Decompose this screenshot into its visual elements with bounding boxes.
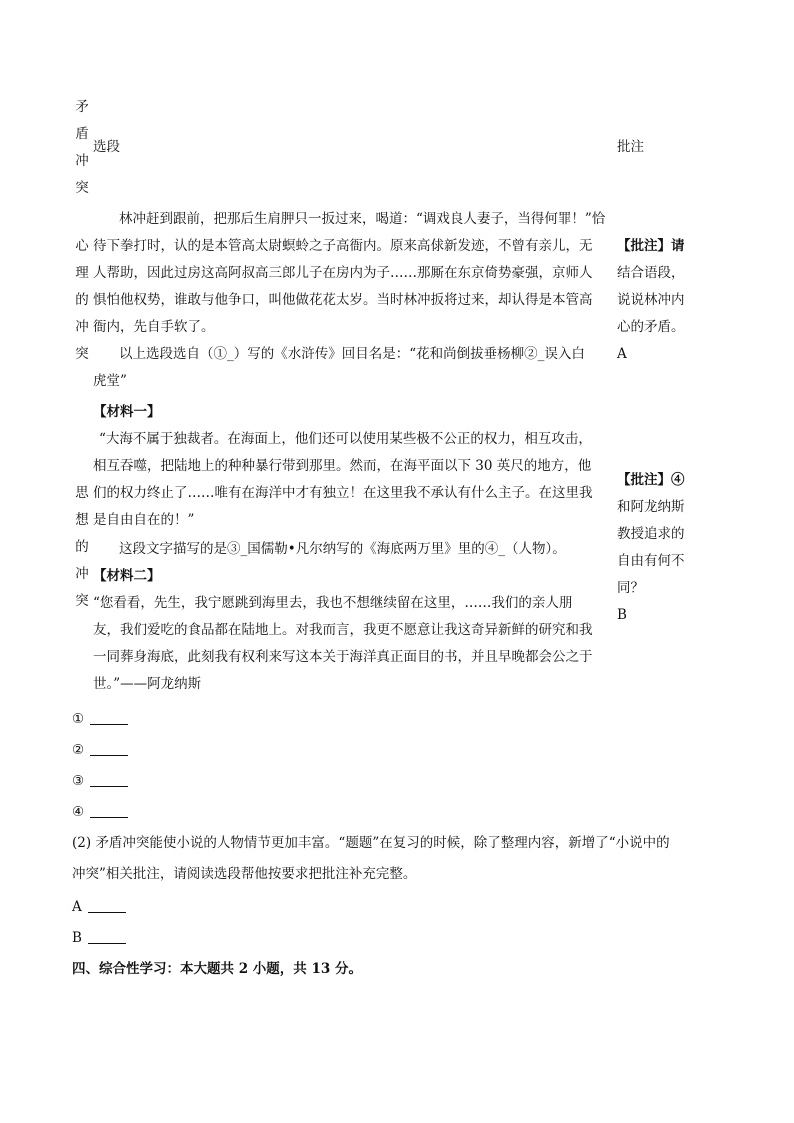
material1-line: 相互吞噬，把陆地上的种种暴行带到那里。然而，在海平面以下 30 英尺的地方，他 [93, 458, 592, 474]
answer-blank-B[interactable] [72, 925, 126, 952]
row2-annotation-answer-label: B [617, 607, 627, 623]
row1-annotation [617, 233, 697, 368]
answer-blank-3[interactable] [72, 768, 128, 795]
row1-annotation-line: 结合语段， [617, 265, 685, 281]
material2-title: 【材料二】 [93, 568, 161, 584]
row2-annotation-line: 自由有何不 [617, 553, 685, 569]
answer-blank-A[interactable] [72, 894, 126, 921]
answer-line[interactable] [90, 710, 128, 725]
question2-text: (2) 矛盾冲突能使小说的人物情节更加丰富。“题题”在复习的时候，除了整理内容，新增了“小说中的 [72, 835, 670, 851]
row2-label-char: 冲 [75, 566, 89, 582]
row2-annotation-line: 同？ [617, 580, 644, 596]
row2-annotation [617, 467, 697, 629]
row2-label-char: 的 [75, 539, 89, 555]
material1-line: 是自由自在的！” [93, 512, 195, 528]
row2-label-char: 想 [75, 512, 89, 528]
header-label-char: 矛 [75, 99, 89, 115]
material2-line: “您看看，先生，我宁愿跳到海里去，我也不想继续留在这里，……我们的亲人朋 [93, 595, 573, 611]
row1-label-char: 的 [75, 292, 89, 308]
answer-blank-4[interactable] [72, 799, 128, 826]
answer-marker: A [72, 899, 82, 915]
header-label-char: 突 [75, 180, 89, 196]
row1-label-char: 心 [75, 238, 89, 254]
question2-text-cont: 冲突”相关批注，请阅读选段帮他按要求把批注补充完整。 [72, 866, 417, 882]
section4-body: 本大题共 2 小题，共 13 分。 [180, 961, 362, 977]
material1-source-question: 这段文字描写的是③_国儒勒•凡尔纳写的《海底两万里》里的④_（人物）。 [119, 541, 566, 557]
row1-label-char: 理 [75, 265, 89, 281]
row2-label-char: 思 [75, 485, 89, 501]
section4-prefix: 四、综合性学习： [72, 961, 180, 977]
row1-excerpt-line: 惧怕他权势，谁敢与他争口，叫他做花花太岁。当时林冲扳将过来，却认得是本管高 [93, 292, 593, 308]
row1-label-char: 冲 [75, 319, 89, 335]
header-label-column [74, 94, 90, 202]
answer-marker: ④ [72, 804, 85, 820]
row2-annotation-line: 教授追求的 [617, 526, 685, 542]
answer-marker: B [72, 930, 82, 946]
row1-annotation-line: 说说林冲内 [617, 292, 685, 308]
row1-excerpt-line: 待下拳打时，认的是本管高太尉螟蛉之子高衙内。原来高俅新发迹，不曾有亲儿，无 [93, 238, 593, 254]
header-annotation: 批注 [617, 139, 644, 155]
answer-marker: ② [72, 742, 85, 758]
row1-excerpt-line: 人帮助，因此过房这高阿叔高三郎儿子在房内为子……那厮在东京倚势豪强，京师人 [93, 265, 593, 281]
answer-blank-1[interactable] [72, 706, 128, 733]
row1-annotation-line: 【批注】请 [617, 238, 685, 254]
row1-excerpt-line: 林冲赶到跟前，把那后生肩胛只一扳过来，喝道：“调戏良人妻子，当得何罪！”恰 [119, 211, 606, 227]
row2-label-char: 突 [75, 593, 89, 609]
answer-line[interactable] [90, 803, 128, 818]
row1-label-column [74, 233, 90, 368]
row2-label-column [74, 480, 90, 615]
material1-line: 们的权力终止了……唯有在海洋中才有独立！在这里我不承认有什么主子。在这里我 [93, 485, 593, 501]
answer-marker: ③ [72, 773, 85, 789]
row1-annotation-answer-label: A [617, 346, 627, 362]
row2-annotation-line: 和阿龙纳斯 [617, 499, 685, 515]
answer-blank-2[interactable] [72, 737, 128, 764]
header-label-char: 盾 [75, 126, 89, 142]
material2-line: 一同葬身海底，此刻我有权利来写这本关于海洋真正面目的书，并且早晚都会公之于 [93, 649, 593, 665]
row1-excerpt-line: 衙内，先自手软了。 [93, 319, 215, 335]
answer-marker: ① [72, 711, 85, 727]
section4-heading [72, 956, 362, 983]
material2-line: 世。”——阿龙纳斯 [93, 676, 202, 692]
header-label-char: 冲 [75, 153, 89, 169]
row1-source-question: 以上选段选自（①_）写的《水浒传》回目名是：“花和尚倒拔垂杨柳②_误入白 [119, 346, 585, 362]
header-excerpt: 选段 [93, 139, 120, 155]
row1-source-question-cont: 虎堂” [93, 373, 127, 389]
material1-title: 【材料一】 [93, 404, 161, 420]
answer-line[interactable] [90, 772, 128, 787]
row1-label-char: 突 [75, 346, 89, 362]
answer-line[interactable] [90, 741, 128, 756]
material1-line: “大海不属于独裁者。在海面上，他们还可以使用某些极不公正的权力，相互攻击， [99, 431, 592, 447]
material2-line: 友，我们爱吃的食品都在陆地上。对我而言，我更不愿意让我这奇异新鲜的研究和我 [93, 622, 593, 638]
row2-annotation-line: 【批注】④ [617, 472, 685, 488]
answer-line[interactable] [88, 898, 126, 913]
answer-line[interactable] [88, 929, 126, 944]
row1-annotation-line: 心的矛盾。 [617, 319, 685, 335]
